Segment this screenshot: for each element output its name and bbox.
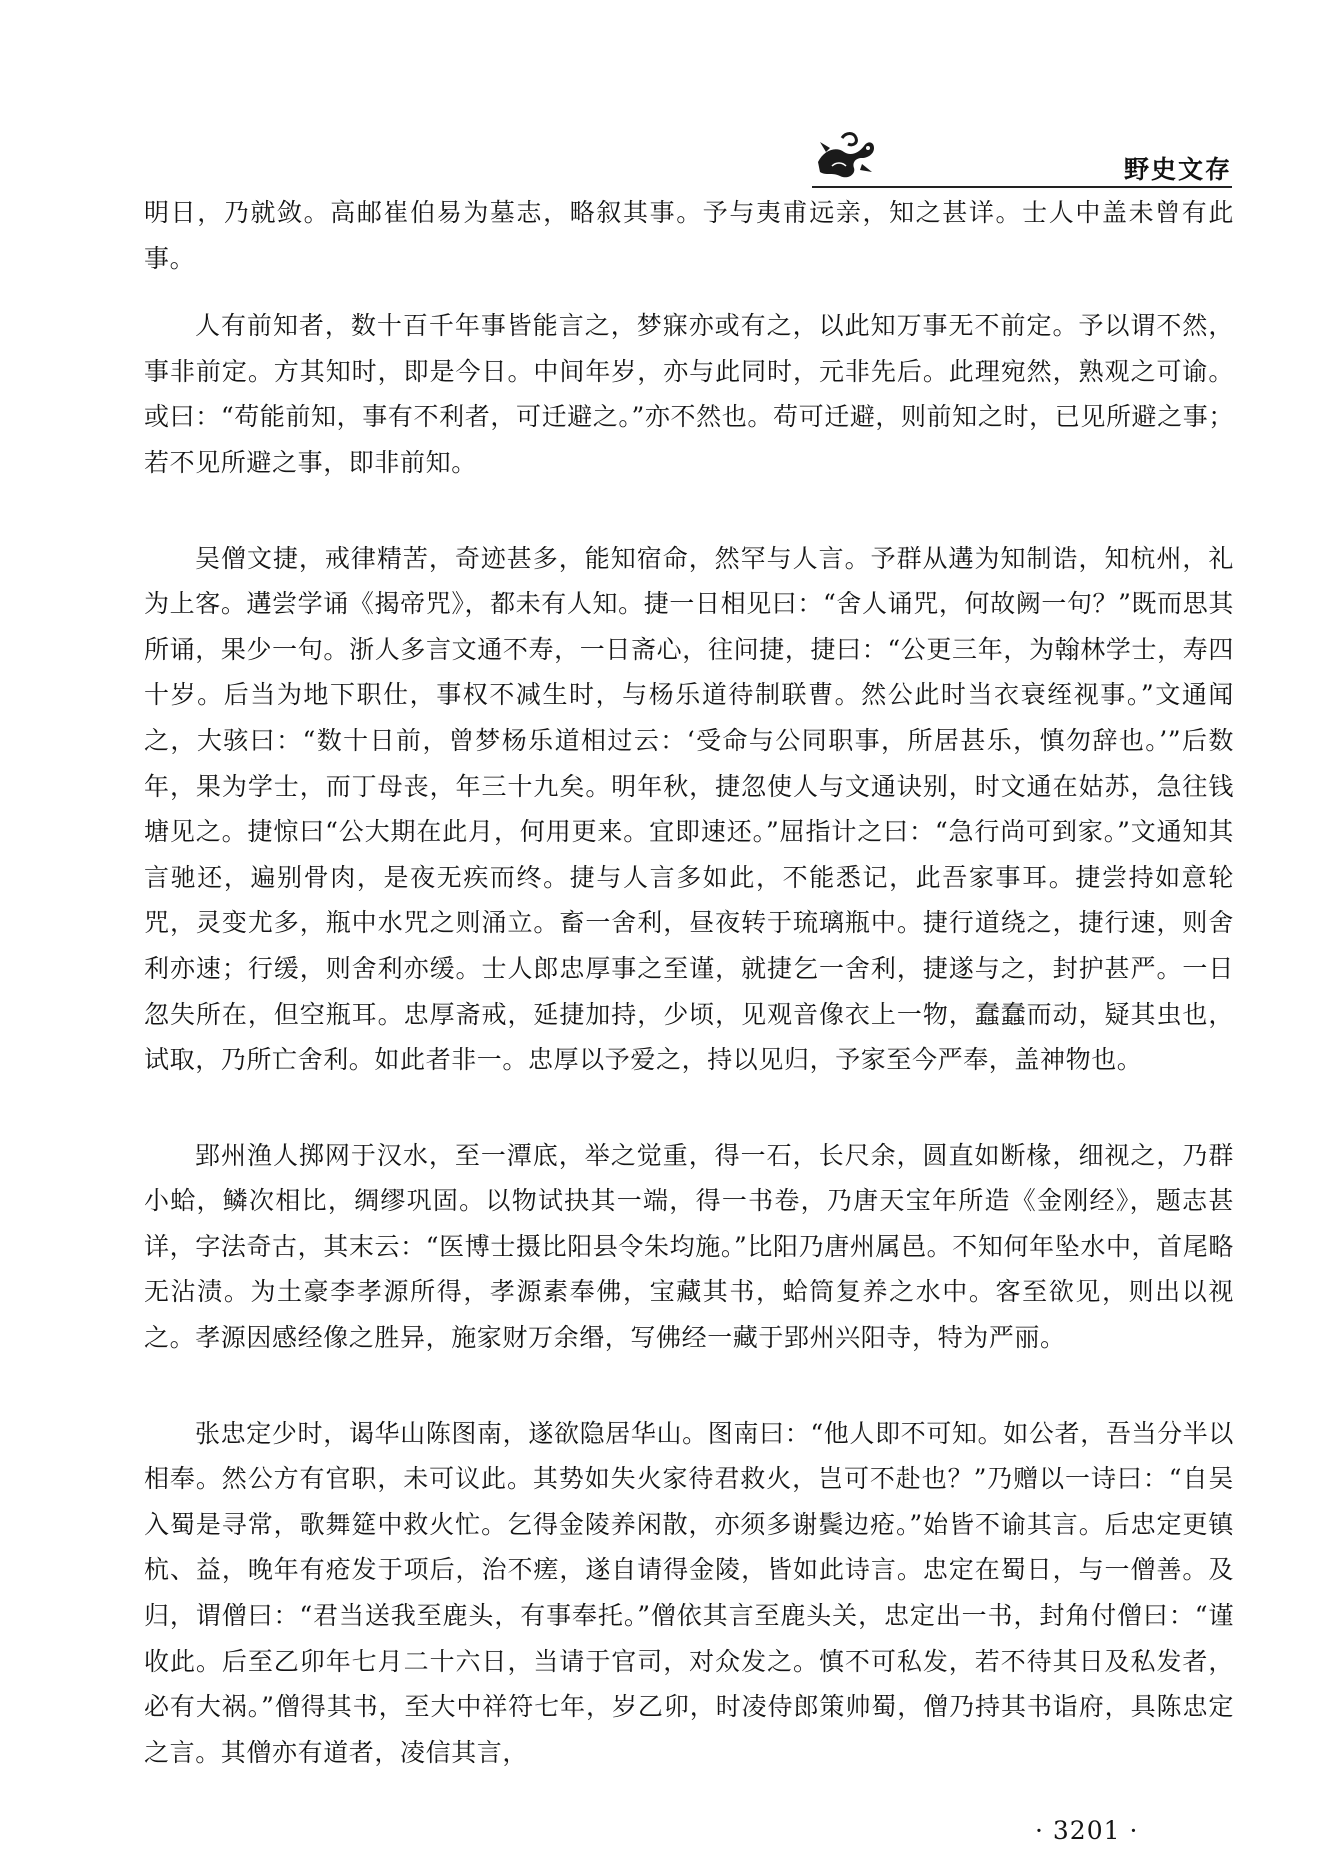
header-rule xyxy=(812,186,1232,188)
paragraph-diamond-sutra: 郢州渔人掷网于汉水，至一潭底，举之觉重，得一石，长尺余，圆直如断椽，细视之，乃群小蛤，鳞次相比，绸缪巩固。以物试抉其一端，得一书卷，乃唐天宝年所造《金刚经》，题志甚详，字法奇古，其末云：“医博士摄比阳县令朱均施。”比阳乃唐州属邑。不知何年坠水中，首尾略无沾渍。为土豪李孝源所得，孝源素奉佛，宝藏其书，蛤筒复养之水中。客至欲见，则出以视之。孝源因感经像之胜异，施家财万余缗，写佛经一藏于郢州兴阳寺，特为严丽。 xyxy=(144,1140,1234,1353)
paragraph-zhang-zhongding: 张忠定少时，谒华山陈图南，遂欲隐居华山。图南曰：“他人即不可知。如公者，吾当分半以相奉。然公方有官职，未可议此。其势如失火家待君救火，岂可不赴也？”乃赠以一诗曰：“自吴入蜀是寻常，歌舞筵中救火忙。乞得金陵养闲散，亦须多谢鬓边疮。”始皆不谕其言。后忠定更镇杭、益，晚年有疮发于项后，治不瘥，遂自请得金陵，皆如此诗言。忠定在蜀日，与一僧善。及归，谓僧曰：“君当送我至鹿头，有事奉托。”僧依其言至鹿头关，忠定出一书，封角付僧曰：“谨收此。后至乙卯年七月二十六日，当请于官司，对众发之。慎不可私发，若不待其日及私发者，必有大祸。”僧得其书，至大中祥符七年，岁乙卯，时凌侍郎策帅蜀，僧乃持其书诣府，具陈忠定之言。其僧亦有道者，凌信其言， xyxy=(144,1418,1234,1767)
page-body xyxy=(144,190,1234,1775)
paragraph-foreknowledge: 人有前知者，数十百千年事皆能言之，梦寐亦或有之，以此知万事无不前定。予以谓不然，事非前定。方其知时，即是今日。中间年岁，亦与此同时，元非先后。此理宛然，熟观之可谕。或曰：“苟能前知，事有不利者，可迁避之。”亦不然也。苟可迁避，则前知之时，已见所避之事；若不见所避之事，即非前知。 xyxy=(144,311,1234,477)
paragraph-continued: 明日，乃就敛。高邮崔伯易为墓志，略叙其事。予与夷甫远亲，知之甚详。士人中盖未曾有此事。 xyxy=(144,198,1234,273)
paragraph-monk-wenjie: 吴僧文捷，戒律精苦，奇迹甚多，能知宿命，然罕与人言。予群从遘为知制诰，知杭州，礼为上客。遘尝学诵《揭帝咒》，都未有人知。捷一日相见曰：“舍人诵咒，何故阙一句？”既而思其所诵，果少一句。浙人多言文通不寿，一日斋心，往问捷，捷曰：“公更三年，为翰林学士，寿四十岁。后当为地下职仕，事权不减生时，与杨乐道待制联曹。然公此时当衣衰绖视事。”文通闻之，大骇曰：“数十日前，曾梦杨乐道相过云：‘受命与公同职事，所居甚乐，慎勿辞也。’”后数年，果为学士，而丁母丧，年三十九矣。明年秋，捷忽使人与文通诀别，时文通在姑苏，急往钱塘见之。捷惊曰“公大期在此月，何用更来。宜即速还。”屈指计之曰：“急行尚可到家。”文通知其言驰还，遍别骨肉，是夜无疾而终。捷与人言多如此，不能悉记，此吾家事耳。捷尝持如意轮咒，灵变尤多，瓶中水咒之则涌立。畜一舍利，昼夜转于琉璃瓶中。捷行道绕之，捷行速，则舍利亦速；行缓，则舍利亦缓。士人郎忠厚事之至谨，就捷乞一舍利，捷遂与之，封护甚严。一日忽失所在，但空瓶耳。忠厚斋戒，延捷加持，少顷，见观音像衣上一物，蠢蠢而动，疑其虫也，试取，乃所亡舍利。如此者非一。忠厚以予爱之，持以见归，予家至今严奉，盖神物也。 xyxy=(144,543,1234,1075)
running-header xyxy=(812,128,1232,188)
dragon-emblem-icon xyxy=(812,128,880,186)
page-number: · 3201 · xyxy=(1035,1816,1139,1845)
running-header-title: 野史文存 xyxy=(1123,155,1232,184)
